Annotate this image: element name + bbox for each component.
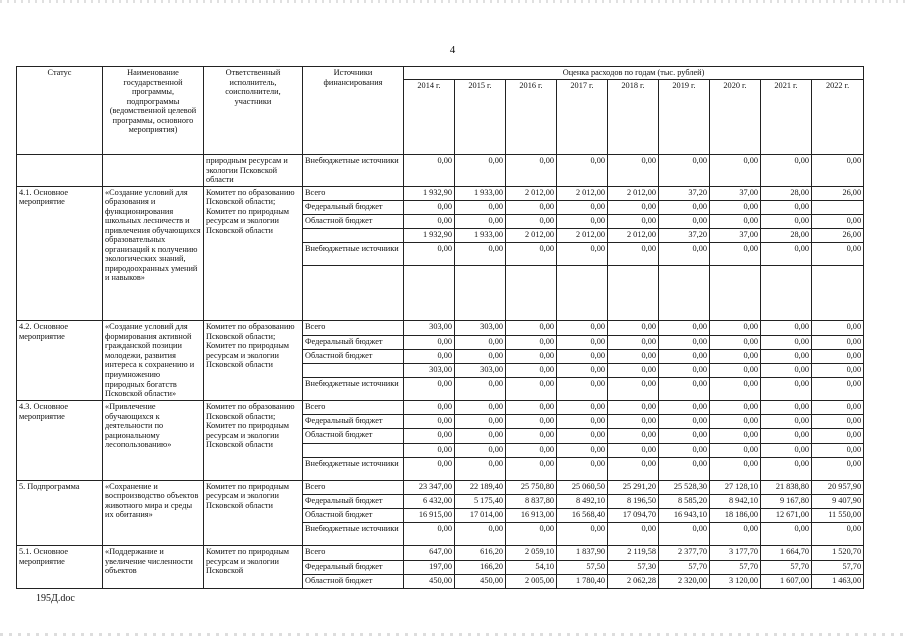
value-cell: 0,00 xyxy=(404,349,455,363)
value-cell: 0,00 xyxy=(761,523,812,546)
value-cell: 1 932,90 xyxy=(404,186,455,200)
value-cell: 0,00 xyxy=(404,214,455,228)
name-cell: «Сохранение и воспроизводство объектов животного мира и среды их обитания» xyxy=(103,480,204,546)
header-status: Статус xyxy=(17,67,103,155)
value-cell: 0,00 xyxy=(710,429,761,443)
value-cell: 0,00 xyxy=(455,401,506,415)
value-cell: 0,00 xyxy=(608,243,659,266)
responsible-cell: Комитет по образованию Псковской области; Комитет по природным ресурсам и экологии Псковской области xyxy=(204,186,303,321)
value-cell: 647,00 xyxy=(404,546,455,560)
expenditure-table xyxy=(16,66,864,589)
value-cell: 37,00 xyxy=(710,229,761,243)
value-cell: 0,00 xyxy=(812,335,864,349)
value-cell: 26,00 xyxy=(812,229,864,243)
table-row xyxy=(17,401,864,415)
value-cell: 2 062,28 xyxy=(608,574,659,588)
value-cell: 54,10 xyxy=(506,560,557,574)
status-cell: 4.2. Основное мероприятие xyxy=(17,321,103,401)
value-cell: 0,00 xyxy=(812,443,864,457)
value-cell: 616,20 xyxy=(455,546,506,560)
value-cell xyxy=(506,266,557,321)
value-cell: 8 942,10 xyxy=(710,495,761,509)
value-cell: 0,00 xyxy=(506,523,557,546)
value-cell: 166,20 xyxy=(455,560,506,574)
value-cell: 1 520,70 xyxy=(812,546,864,560)
header-year: 2020 г. xyxy=(710,80,761,155)
value-cell: 0,00 xyxy=(761,378,812,401)
value-cell: 2 377,70 xyxy=(659,546,710,560)
value-cell: 28,00 xyxy=(761,186,812,200)
source-cell: Внебюджетные источники xyxy=(303,155,404,187)
value-cell: 0,00 xyxy=(812,349,864,363)
value-cell: 450,00 xyxy=(404,574,455,588)
value-cell: 28,00 xyxy=(761,229,812,243)
value-cell: 450,00 xyxy=(455,574,506,588)
value-cell: 2 119,58 xyxy=(608,546,659,560)
value-cell: 0,00 xyxy=(557,155,608,187)
value-cell: 17 094,70 xyxy=(608,509,659,523)
value-cell: 0,00 xyxy=(608,349,659,363)
value-cell: 0,00 xyxy=(710,349,761,363)
value-cell: 2 005,00 xyxy=(506,574,557,588)
name-cell: «Поддержание и увеличение численности объектов xyxy=(103,546,204,589)
responsible-cell: Комитет по природным ресурсам и экологии Псковской xyxy=(204,546,303,589)
value-cell: 0,00 xyxy=(608,214,659,228)
value-cell: 1 837,90 xyxy=(557,546,608,560)
value-cell: 0,00 xyxy=(710,457,761,480)
page-number: 4 xyxy=(449,44,456,56)
value-cell: 8 196,50 xyxy=(608,495,659,509)
source-cell xyxy=(303,229,404,243)
value-cell xyxy=(404,266,455,321)
value-cell: 26,00 xyxy=(812,186,864,200)
responsible-cell: природным ресурсам и экологии Псковской области xyxy=(204,155,303,187)
source-cell: Внебюджетные источники xyxy=(303,243,404,266)
value-cell: 16 915,00 xyxy=(404,509,455,523)
value-cell: 0,00 xyxy=(659,200,710,214)
source-cell: Всего xyxy=(303,480,404,494)
value-cell: 0,00 xyxy=(404,523,455,546)
value-cell: 2 012,00 xyxy=(557,229,608,243)
value-cell: 0,00 xyxy=(761,429,812,443)
value-cell: 3 177,70 xyxy=(710,546,761,560)
responsible-cell: Комитет по природным ресурсам и экологии Псковской области xyxy=(204,480,303,546)
name-cell: «Создание условий для образования и функционирования школьных лесничеств и привлечения обучающихся образовательных организаций к получению экологических знаний, природоохранных умений и навыков» xyxy=(103,186,204,321)
value-cell: 0,00 xyxy=(710,363,761,377)
value-cell: 0,00 xyxy=(710,214,761,228)
value-cell: 0,00 xyxy=(710,200,761,214)
status-cell: 5. Подпрограмма xyxy=(17,480,103,546)
value-cell: 0,00 xyxy=(710,415,761,429)
value-cell: 0,00 xyxy=(455,457,506,480)
value-cell: 0,00 xyxy=(761,443,812,457)
value-cell: 0,00 xyxy=(659,457,710,480)
source-cell: Областной бюджет xyxy=(303,214,404,228)
value-cell: 0,00 xyxy=(659,401,710,415)
value-cell: 0,00 xyxy=(506,401,557,415)
value-cell: 0,00 xyxy=(506,429,557,443)
value-cell: 23 347,00 xyxy=(404,480,455,494)
header-name: Наименование государственной программы, подпрограммы (ведомственной целевой программы, основного мероприятия) xyxy=(103,67,204,155)
value-cell: 0,00 xyxy=(557,200,608,214)
status-cell xyxy=(17,155,103,187)
value-cell: 0,00 xyxy=(761,321,812,335)
value-cell: 0,00 xyxy=(761,214,812,228)
source-cell: Внебюджетные источники xyxy=(303,523,404,546)
status-cell: 4.1. Основное мероприятие xyxy=(17,186,103,321)
value-cell: 2 059,10 xyxy=(506,546,557,560)
header-year: 2022 г. xyxy=(812,80,864,155)
value-cell: 0,00 xyxy=(455,429,506,443)
value-cell: 0,00 xyxy=(557,457,608,480)
source-cell xyxy=(303,443,404,457)
value-cell: 303,00 xyxy=(455,321,506,335)
source-cell: Федеральный бюджет xyxy=(303,495,404,509)
source-cell xyxy=(303,266,404,321)
source-cell: Областной бюджет xyxy=(303,349,404,363)
value-cell: 1 933,00 xyxy=(455,229,506,243)
header-year: 2014 г. xyxy=(404,80,455,155)
value-cell: 0,00 xyxy=(404,335,455,349)
value-cell: 9 407,90 xyxy=(812,495,864,509)
value-cell: 16 568,40 xyxy=(557,509,608,523)
value-cell: 0,00 xyxy=(761,363,812,377)
value-cell: 0,00 xyxy=(506,378,557,401)
scan-artifact-top xyxy=(0,0,905,3)
source-cell: Областной бюджет xyxy=(303,429,404,443)
value-cell: 0,00 xyxy=(659,443,710,457)
value-cell: 0,00 xyxy=(404,443,455,457)
value-cell: 2 012,00 xyxy=(608,186,659,200)
header-year: 2018 г. xyxy=(608,80,659,155)
value-cell: 0,00 xyxy=(404,155,455,187)
value-cell xyxy=(761,266,812,321)
value-cell: 0,00 xyxy=(557,243,608,266)
source-cell: Всего xyxy=(303,321,404,335)
value-cell: 0,00 xyxy=(812,429,864,443)
value-cell: 0,00 xyxy=(557,523,608,546)
source-cell: Областной бюджет xyxy=(303,509,404,523)
value-cell: 0,00 xyxy=(659,155,710,187)
header-year: 2019 г. xyxy=(659,80,710,155)
header-year: 2017 г. xyxy=(557,80,608,155)
table-row xyxy=(17,186,864,200)
value-cell: 0,00 xyxy=(710,443,761,457)
value-cell: 0,00 xyxy=(659,523,710,546)
value-cell: 0,00 xyxy=(761,349,812,363)
value-cell: 0,00 xyxy=(812,363,864,377)
value-cell: 0,00 xyxy=(455,378,506,401)
value-cell: 0,00 xyxy=(761,243,812,266)
name-cell xyxy=(103,155,204,187)
value-cell: 0,00 xyxy=(455,214,506,228)
value-cell xyxy=(812,200,864,214)
source-cell: Всего xyxy=(303,186,404,200)
value-cell: 1 780,40 xyxy=(557,574,608,588)
value-cell: 6 432,00 xyxy=(404,495,455,509)
source-cell: Всего xyxy=(303,546,404,560)
value-cell: 0,00 xyxy=(557,429,608,443)
value-cell: 0,00 xyxy=(812,243,864,266)
value-cell: 0,00 xyxy=(455,200,506,214)
value-cell: 0,00 xyxy=(557,378,608,401)
value-cell: 0,00 xyxy=(659,429,710,443)
value-cell: 25 750,80 xyxy=(506,480,557,494)
value-cell: 0,00 xyxy=(506,415,557,429)
value-cell: 0,00 xyxy=(455,243,506,266)
source-cell: Федеральный бюджет xyxy=(303,200,404,214)
value-cell: 0,00 xyxy=(608,415,659,429)
value-cell: 0,00 xyxy=(506,155,557,187)
value-cell: 0,00 xyxy=(608,378,659,401)
value-cell: 2 012,00 xyxy=(608,229,659,243)
value-cell: 0,00 xyxy=(812,155,864,187)
value-cell: 18 186,00 xyxy=(710,509,761,523)
value-cell: 0,00 xyxy=(812,321,864,335)
header-year: 2021 г. xyxy=(761,80,812,155)
value-cell: 0,00 xyxy=(557,363,608,377)
value-cell: 0,00 xyxy=(608,321,659,335)
value-cell: 0,00 xyxy=(455,443,506,457)
value-cell: 0,00 xyxy=(455,335,506,349)
value-cell: 1 932,90 xyxy=(404,229,455,243)
value-cell: 57,50 xyxy=(557,560,608,574)
value-cell: 0,00 xyxy=(608,443,659,457)
value-cell: 303,00 xyxy=(455,363,506,377)
value-cell: 57,70 xyxy=(761,560,812,574)
table-row xyxy=(17,480,864,494)
value-cell: 0,00 xyxy=(659,363,710,377)
value-cell: 37,20 xyxy=(659,229,710,243)
value-cell: 0,00 xyxy=(710,378,761,401)
value-cell: 2 012,00 xyxy=(557,186,608,200)
value-cell: 0,00 xyxy=(506,443,557,457)
source-cell: Всего xyxy=(303,401,404,415)
value-cell: 37,00 xyxy=(710,186,761,200)
value-cell: 0,00 xyxy=(404,415,455,429)
value-cell: 303,00 xyxy=(404,363,455,377)
header-sources: Источники финансирования xyxy=(303,67,404,155)
value-cell: 12 671,00 xyxy=(761,509,812,523)
value-cell: 0,00 xyxy=(557,401,608,415)
value-cell: 0,00 xyxy=(608,457,659,480)
value-cell: 0,00 xyxy=(659,214,710,228)
value-cell: 27 128,10 xyxy=(710,480,761,494)
source-cell: Федеральный бюджет xyxy=(303,335,404,349)
value-cell: 0,00 xyxy=(404,429,455,443)
value-cell: 0,00 xyxy=(608,523,659,546)
value-cell xyxy=(455,266,506,321)
name-cell: «Создание условий для формирования активной гражданской позиции молодежи, развития интереса к сохранению и приумножению природных богатств Псковской области» xyxy=(103,321,204,401)
header-responsible: Ответственный исполнитель, соисполнители, участники xyxy=(204,67,303,155)
value-cell: 0,00 xyxy=(710,523,761,546)
value-cell: 0,00 xyxy=(761,457,812,480)
value-cell xyxy=(557,266,608,321)
status-cell: 4.3. Основное мероприятие xyxy=(17,401,103,481)
value-cell: 25 528,30 xyxy=(659,480,710,494)
footer-filename: 195Д.doc xyxy=(36,593,75,604)
value-cell: 0,00 xyxy=(659,349,710,363)
table-row xyxy=(17,546,864,560)
value-cell: 0,00 xyxy=(557,321,608,335)
value-cell: 57,30 xyxy=(608,560,659,574)
value-cell: 0,00 xyxy=(761,401,812,415)
value-cell xyxy=(812,266,864,321)
value-cell: 0,00 xyxy=(659,335,710,349)
value-cell: 0,00 xyxy=(404,378,455,401)
value-cell: 57,70 xyxy=(710,560,761,574)
value-cell: 11 550,00 xyxy=(812,509,864,523)
value-cell: 0,00 xyxy=(608,155,659,187)
value-cell: 0,00 xyxy=(557,349,608,363)
value-cell xyxy=(608,266,659,321)
responsible-cell: Комитет по образованию Псковской области; Комитет по природным ресурсам и экологии Псковской области xyxy=(204,401,303,481)
source-cell: Федеральный бюджет xyxy=(303,560,404,574)
value-cell: 0,00 xyxy=(710,321,761,335)
source-cell: Федеральный бюджет xyxy=(303,415,404,429)
value-cell: 0,00 xyxy=(710,335,761,349)
value-cell: 25 060,50 xyxy=(557,480,608,494)
value-cell: 1 463,00 xyxy=(812,574,864,588)
status-cell: 5.1. Основное мероприятие xyxy=(17,546,103,589)
value-cell: 0,00 xyxy=(404,243,455,266)
value-cell: 8 585,20 xyxy=(659,495,710,509)
value-cell: 0,00 xyxy=(506,214,557,228)
source-cell xyxy=(303,363,404,377)
value-cell: 0,00 xyxy=(506,349,557,363)
value-cell: 0,00 xyxy=(812,401,864,415)
table-row xyxy=(17,321,864,335)
value-cell: 0,00 xyxy=(761,335,812,349)
value-cell: 0,00 xyxy=(812,457,864,480)
value-cell: 197,00 xyxy=(404,560,455,574)
value-cell xyxy=(710,266,761,321)
value-cell: 1 933,00 xyxy=(455,186,506,200)
value-cell: 0,00 xyxy=(506,321,557,335)
value-cell: 21 838,80 xyxy=(761,480,812,494)
value-cell: 0,00 xyxy=(608,335,659,349)
value-cell: 0,00 xyxy=(608,363,659,377)
value-cell: 0,00 xyxy=(557,335,608,349)
value-cell: 0,00 xyxy=(557,214,608,228)
value-cell: 0,00 xyxy=(710,401,761,415)
value-cell: 0,00 xyxy=(506,457,557,480)
value-cell: 25 291,20 xyxy=(608,480,659,494)
name-cell: «Привлечение обучающихся к деятельности по рациональному лесопользованию» xyxy=(103,401,204,481)
source-cell: Внебюджетные источники xyxy=(303,457,404,480)
value-cell: 17 014,00 xyxy=(455,509,506,523)
value-cell: 0,00 xyxy=(506,335,557,349)
value-cell: 0,00 xyxy=(557,415,608,429)
value-cell: 0,00 xyxy=(455,415,506,429)
value-cell: 0,00 xyxy=(761,155,812,187)
value-cell: 5 175,40 xyxy=(455,495,506,509)
value-cell: 0,00 xyxy=(455,523,506,546)
value-cell: 0,00 xyxy=(659,321,710,335)
source-cell: Внебюджетные источники xyxy=(303,378,404,401)
value-cell: 0,00 xyxy=(404,200,455,214)
value-cell: 0,00 xyxy=(557,443,608,457)
header-year: 2015 г. xyxy=(455,80,506,155)
value-cell: 22 189,40 xyxy=(455,480,506,494)
value-cell: 0,00 xyxy=(710,155,761,187)
value-cell: 0,00 xyxy=(404,401,455,415)
value-cell: 16 943,10 xyxy=(659,509,710,523)
value-cell: 57,70 xyxy=(812,560,864,574)
value-cell: 0,00 xyxy=(659,243,710,266)
value-cell: 0,00 xyxy=(659,378,710,401)
value-cell: 2 012,00 xyxy=(506,229,557,243)
value-cell: 0,00 xyxy=(761,415,812,429)
value-cell: 0,00 xyxy=(506,200,557,214)
value-cell: 0,00 xyxy=(812,378,864,401)
value-cell: 0,00 xyxy=(710,243,761,266)
value-cell: 303,00 xyxy=(404,321,455,335)
value-cell: 0,00 xyxy=(608,429,659,443)
value-cell: 3 120,00 xyxy=(710,574,761,588)
value-cell: 0,00 xyxy=(812,415,864,429)
value-cell: 0,00 xyxy=(608,200,659,214)
value-cell: 2 320,00 xyxy=(659,574,710,588)
value-cell: 57,70 xyxy=(659,560,710,574)
value-cell: 0,00 xyxy=(506,243,557,266)
value-cell: 1 607,00 xyxy=(761,574,812,588)
value-cell: 1 664,70 xyxy=(761,546,812,560)
scan-artifact-bottom xyxy=(0,633,905,636)
value-cell: 0,00 xyxy=(812,523,864,546)
value-cell: 20 957,90 xyxy=(812,480,864,494)
value-cell: 0,00 xyxy=(506,363,557,377)
value-cell: 16 913,00 xyxy=(506,509,557,523)
table-row xyxy=(17,155,864,187)
value-cell: 8 837,80 xyxy=(506,495,557,509)
value-cell: 9 167,80 xyxy=(761,495,812,509)
responsible-cell: Комитет по образованию Псковской области; Комитет по природным ресурсам и экологии Псковской области xyxy=(204,321,303,401)
value-cell: 37,20 xyxy=(659,186,710,200)
value-cell: 0,00 xyxy=(761,200,812,214)
value-cell: 0,00 xyxy=(608,401,659,415)
source-cell: Областной бюджет xyxy=(303,574,404,588)
header-estimate: Оценка расходов по годам (тыс. рублей) xyxy=(404,67,864,80)
value-cell: 0,00 xyxy=(659,415,710,429)
value-cell: 8 492,10 xyxy=(557,495,608,509)
value-cell: 0,00 xyxy=(455,349,506,363)
header-year: 2016 г. xyxy=(506,80,557,155)
value-cell xyxy=(659,266,710,321)
value-cell: 2 012,00 xyxy=(506,186,557,200)
value-cell: 0,00 xyxy=(812,214,864,228)
value-cell: 0,00 xyxy=(455,155,506,187)
value-cell: 0,00 xyxy=(404,457,455,480)
